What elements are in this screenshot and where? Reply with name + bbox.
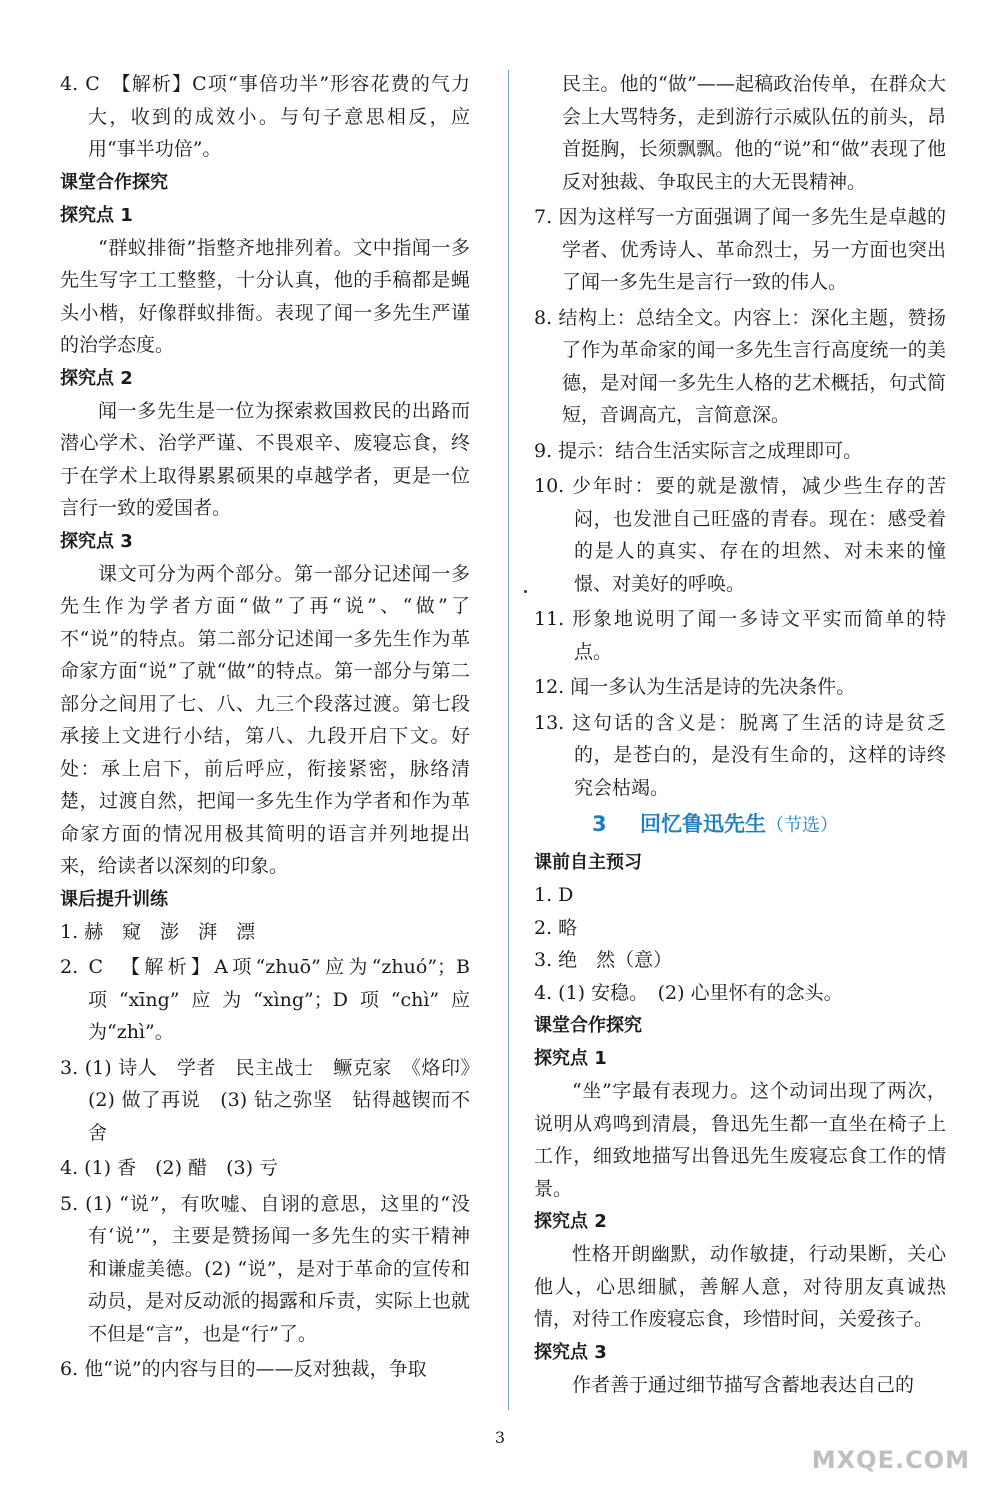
heading-class-explore-2: 课堂合作探究 [534,1015,642,1036]
answer-9: 9. 提示：结合生活实际言之成理即可。 [534,439,863,462]
section-title [534,804,946,846]
page-number: 3 [494,1428,506,1447]
answer-4b: 4. (1) 香 (2) 醋 (3) 亏 [60,1157,279,1179]
heading-point-1: 探究点 1 [60,204,133,226]
watermark: MXQE.COM [811,1446,970,1474]
answer-8: 8. 结构上：总结全文。内容上：深化主题，赞扬了作为革命家的闻一多先生言行高度统一的美德，是对闻一多先生人格的艺术概括，句式简短，音调高亢，言简意深。 [534,306,946,426]
point-1-text: “群蚁排衙”指整齐地排列着。文中指闻一多先生写字工工整整，十分认真，他的手稿都是蝇头小楷，好像群蚁排衙。表现了闻一多先生严谨的治学态度。 [60,236,470,356]
section-subtitle: （节选） [766,815,838,836]
answer-13: 13. 这句话的含义是：脱离了生活的诗是贫乏的，是苍白的，是没有生命的，这样的诗终究会枯竭。 [534,711,946,799]
heading-class-explore: 课堂合作探究 [60,171,168,193]
heading-point-2b: 探究点 2 [534,1211,607,1232]
heading-pre-class: 课前自主预习 [534,852,642,873]
answer-11: 11. 形象地说明了闻一多诗文平实而简单的特点。 [534,608,946,663]
answer-6-continued: 民主。他的“做”——起稿政治传单，在群众大会上大骂特务，走到游行示威队伍的前头，昂首挺胸，长须飘飘。他的“说”和“做”表现了他反对独裁、争取民主的大无畏精神。 [562,73,946,193]
answer-6: 6. 他“说”的内容与目的——反对独裁，争取 [60,1358,427,1380]
pre-answer-3: 3. 绝 然（意） [534,949,673,971]
point-3-text: 课文可分为两个部分。第一部分记述闻一多先生作为学者方面“做”了再“说”、“做”了不“说”的特点。第二部分记述闻一多先生作为革命家方面“说”了就“做”的特点。第一部分与第二部分之间用了七、八、九三个段落过渡。第七段承接上文进行小结，第八、九段开启下文。好处：承上启下，前后呼应，衔接紧密，脉络清楚，过渡自然，把闻一多先生作为学者和作为革命家方面的情况用极其简明的语言并列地提出来，给读者以深刻的印象。 [60,562,470,877]
point-1b-text: “坐”字最有表现力。这个动词出现了两次，说明从鸡鸣到清晨，鲁迅先生都一直坐在椅子上工作，细致地描写出鲁迅先生废寝忘食工作的情景。 [534,1080,946,1200]
heading-point-2: 探究点 2 [60,367,133,389]
answer-1: 1. 赫 窥 澎 湃 漂 [60,920,256,943]
answer-12: 12. 闻一多认为生活是诗的先决条件。 [534,676,856,698]
point-3b-text: 作者善于通过细节描写含蓄地表达自己的 [572,1373,915,1396]
section-number: 3 [592,812,607,836]
left-column [60,68,490,1386]
answer-3: 3. (1) 诗人 学者 民主战士 鳜克家 《烙印》 (2) 做了再说 (3) 钻之弥坚 钻得越锲而不舍 [60,1056,490,1144]
heading-point-1b: 探究点 1 [534,1048,607,1069]
right-column [534,68,946,1401]
point-2-text: 闻一多先生是一位为探索救国救民的出路而潜心学术、治学严谨、不畏艰辛、废寝忘食，终于在学术上取得累累硕果的卓越学者，更是一位言行一致的爱国者。 [60,399,470,519]
pre-answer-2: 2. 略 [534,916,578,939]
pre-answer-1: 1. D [534,884,574,906]
answer-10: 10. 少年时：要的就是激情，减少些生存的苦闷，也发泄自己旺盛的青春。现在：感受着的是人的真实、存在的坦然、对未来的憧憬、对美好的呼唤。 [534,475,946,595]
answer-4: 4. C 【解析】C项“事倍功半”形容花费的气力大，收到的成效小。与句子意思相反，应用“事半功倍”。 [60,73,470,160]
answer-2: 2. C 【解析】A项“zhuō”应为“zhuó”；B项“xīng”应为“xìng”；D项“chì”应为“zhì”。 [60,956,470,1043]
heading-point-3: 探究点 3 [60,530,133,552]
pre-answer-4: 4. (1) 安稳。 (2) 心里怀有的念头。 [534,981,843,1004]
section-title-text: 回忆鲁迅先生 [640,812,766,836]
answer-5: 5. (1) “说”，有吹嘘、自诩的意思，这里的“没有‘说’”，主要是赞扬闻一多先生的实干精神和谦虚美德。(2) “说”，是对于革命的宣传和动员，是对反动派的揭露和斥责，实际上也就不但是“言”，也是“行”了。 [60,1192,470,1345]
heading-after-class: 课后提升训练 [60,888,168,910]
stray-dot [524,590,527,593]
heading-point-3b: 探究点 3 [534,1341,607,1363]
column-divider [508,70,509,1410]
answer-7: 7. 因为这样写一方面强调了闻一多先生是卓越的学者、优秀诗人、革命烈士，另一方面也突出了闻一多先生是言行一致的伟人。 [534,206,946,293]
point-2b-text: 性格开朗幽默，动作敏捷，行动果断，关心他人，心思细腻，善解人意，对待朋友真诚热情，对待工作废寝忘食，珍惜时间，关爱孩子。 [534,1243,946,1330]
